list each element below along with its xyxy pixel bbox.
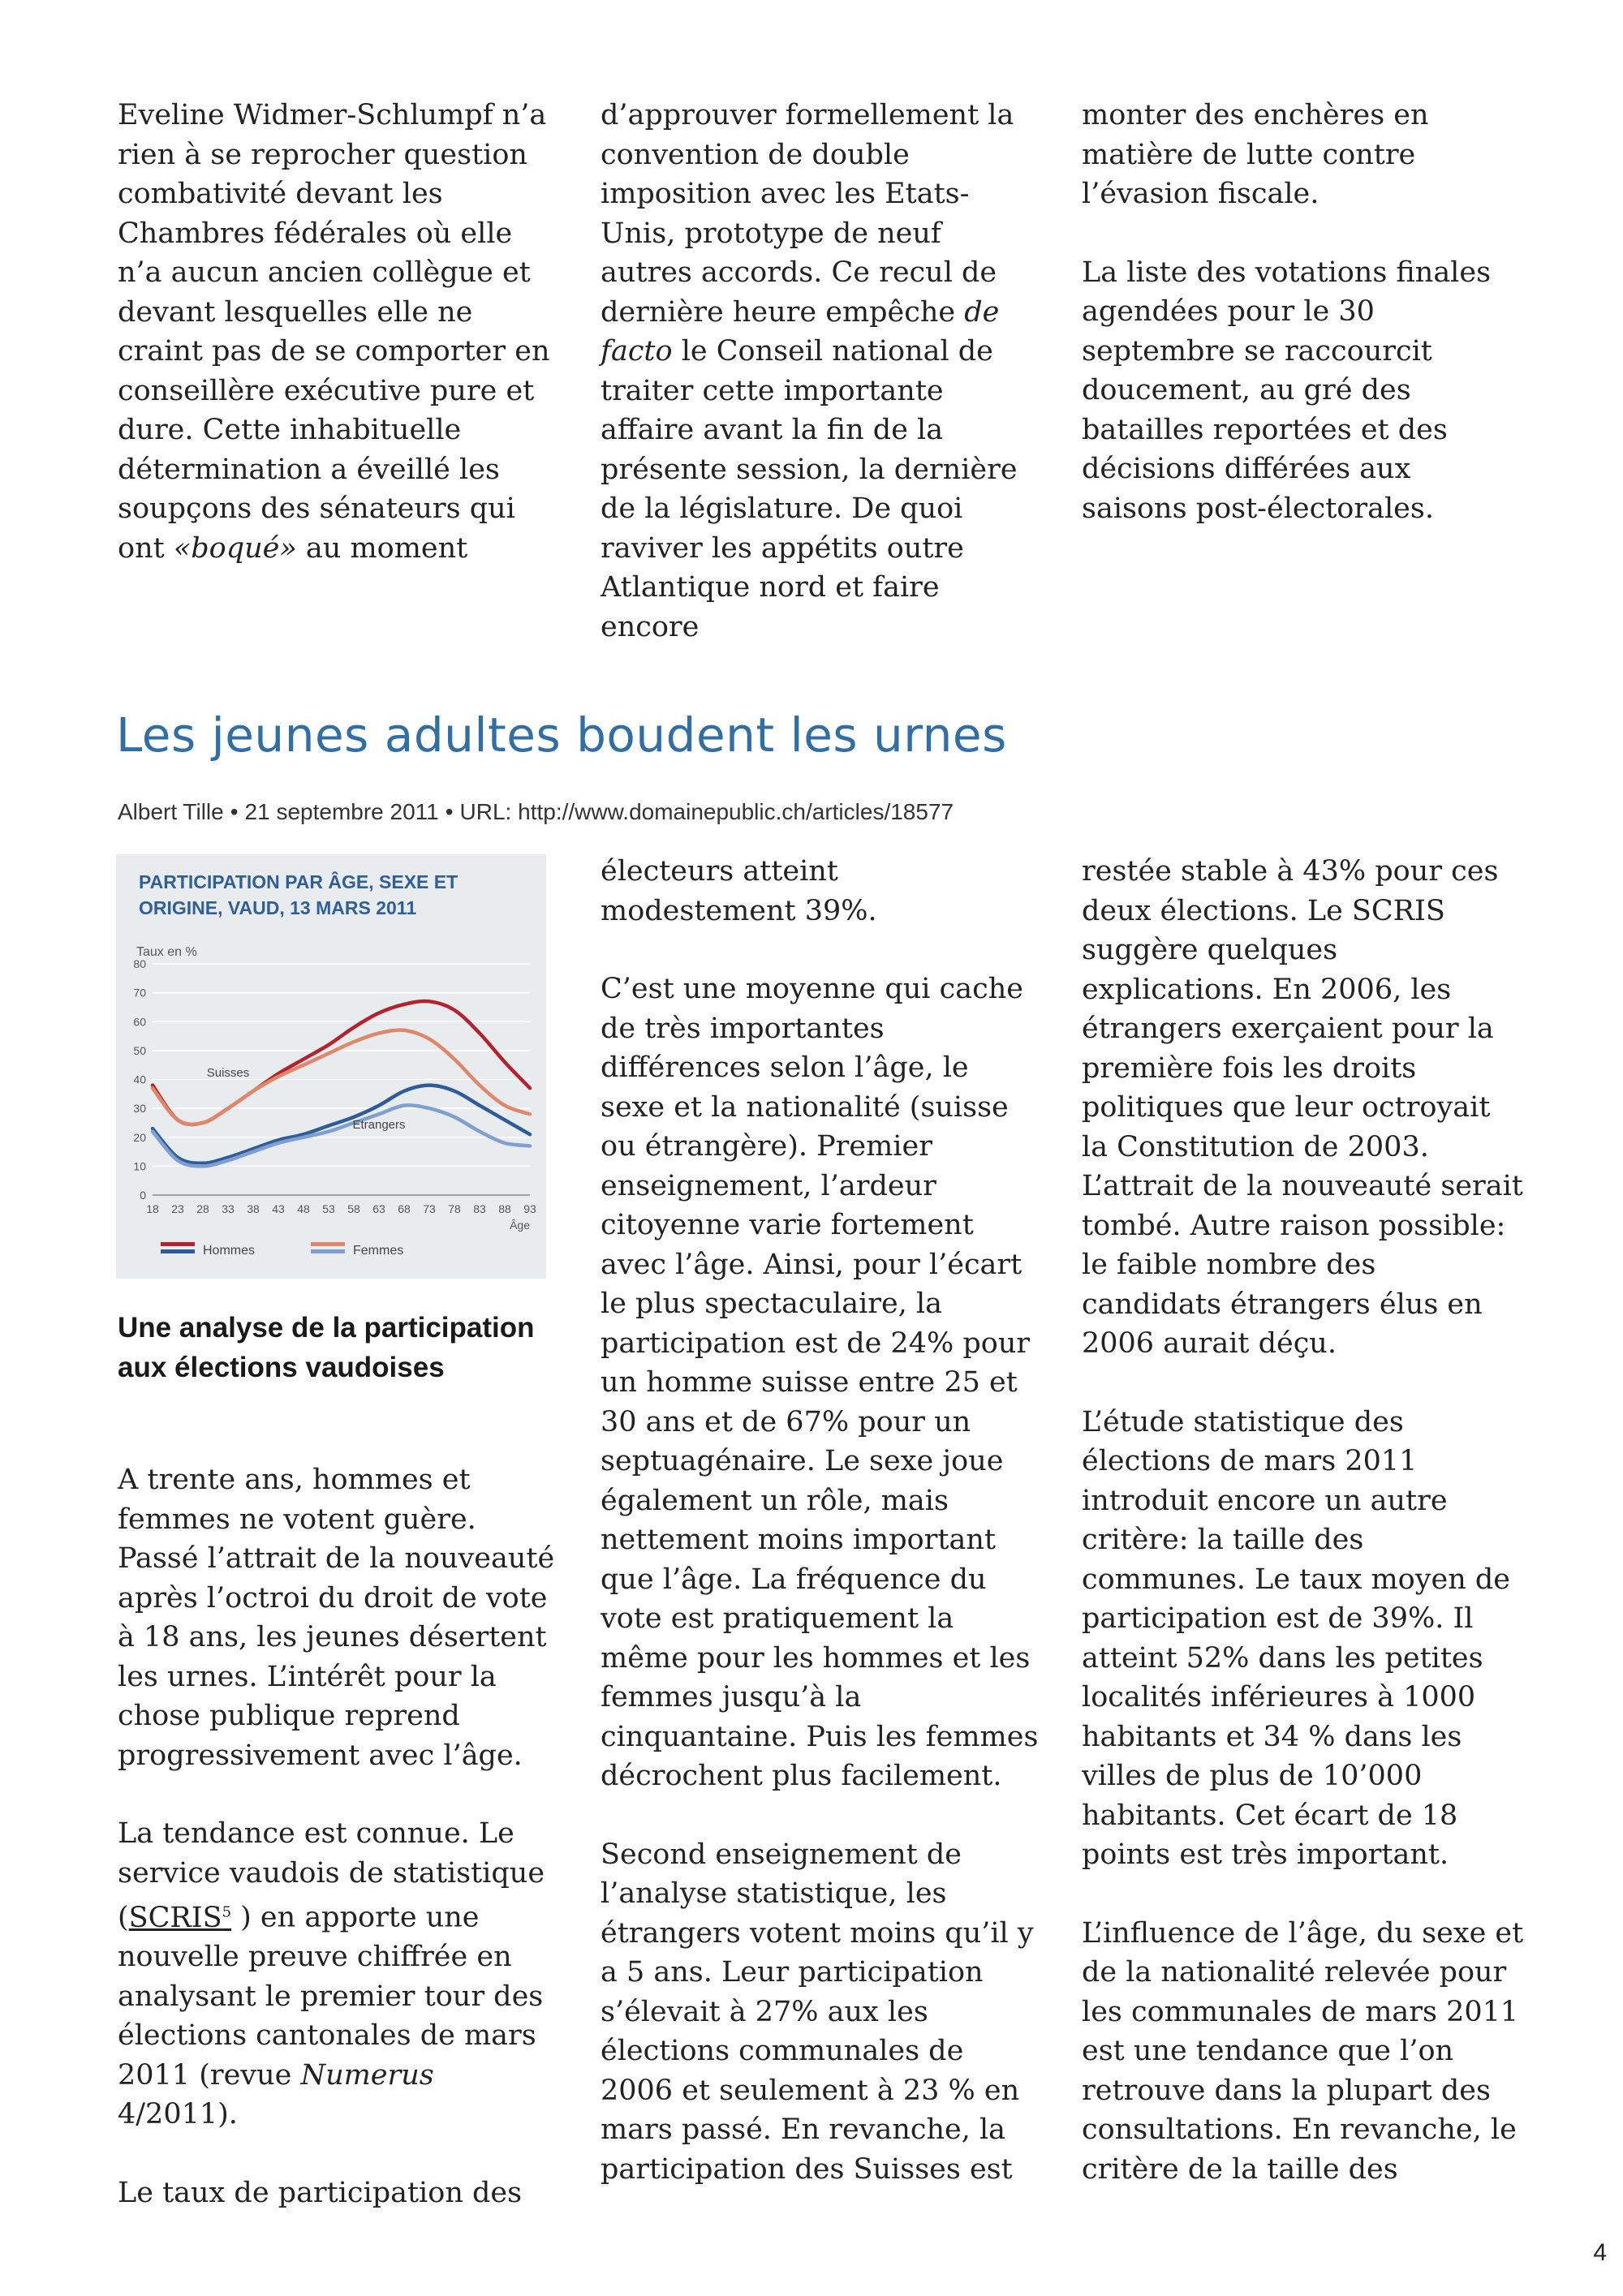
x-tick-label: 18	[146, 1202, 159, 1215]
x-tick-label: 93	[523, 1202, 536, 1215]
y-tick-label: 80	[133, 957, 146, 970]
top-col1-paragraph: Eveline Widmer-Schlumpf n’a rien à se reprocher question combativité devant les Chambres fédérales où elle n’a aucun ancien collègue et devant lesquelles elle ne craint pas de se comporter en conseillère exécutive pure et dure. Cette inhabituelle détermination a éveillé les soupçons des sénateurs qui ont «boqué» au moment	[118, 99, 550, 565]
article-paragraph: restée stable à 43% pour ces deux élections. Le SCRIS suggère quelques explications. En 2006, les étrangers exerçaient pour la première fois les droits politiques que leur octroyait la Constitution de 2003. L’attrait de la nouveauté serait tombé. Autre raison possible: le faible nombre des candidats étrangers élus en 2006 aurait déçu.	[1082, 855, 1523, 1360]
legend-swatch	[161, 1242, 195, 1246]
legend-swatch	[311, 1249, 345, 1253]
article-title: Les jeunes adultes boudent les urnes	[116, 707, 1007, 763]
y-tick-label: 0	[140, 1189, 146, 1202]
article-paragraph: Le taux de participation des	[118, 2176, 523, 2209]
y-tick-label: 50	[133, 1043, 146, 1057]
x-tick-label: 28	[196, 1202, 209, 1215]
y-tick-label: 40	[133, 1073, 146, 1086]
legend-label: Hommes	[203, 1244, 256, 1258]
x-tick-label: 73	[423, 1202, 436, 1215]
x-tick-label: 48	[297, 1202, 310, 1215]
x-axis-label: Âge	[510, 1219, 530, 1232]
series-line-etrangers-femmes	[153, 1105, 530, 1166]
x-tick-label: 63	[372, 1202, 385, 1215]
top-column-2	[601, 96, 1039, 647]
legend-label: Femmes	[353, 1244, 404, 1258]
article-paragraph: Second enseignement de l’analyse statistique, les étrangers votent moins qu’il y a 5 ans. Leur participation s’élevait à 27% aux les élections communales de 2006 et seulement à 23 % en mars passé. En revanche, la participation des Suisses est	[601, 1838, 1034, 2186]
x-tick-label: 83	[473, 1202, 486, 1215]
url-label: URL:	[459, 799, 512, 824]
article-paragraph: La tendance est connue. Le service vaudois de statistique (SCRIS$^5$ ) en apporte une nouvelle preuve chiffrée en analysant le premier tour des élections cantonales de mars 2011 (revue Numerus 4/2011).	[118, 1817, 545, 2131]
series-line-etrangers-hommes	[153, 1086, 530, 1163]
y-tick-label: 30	[133, 1102, 146, 1116]
annotation-suisses: Suisses	[206, 1065, 250, 1080]
footnote-ref[interactable]: 5	[222, 1903, 232, 1920]
x-tick-label: 23	[171, 1202, 184, 1215]
article-paragraph: L’étude statistique des élections de mars 2011 introduit encore un autre critère: la taille des communes. Le taux moyen de participation est de 39%. Il atteint 52% dans les petites localités inférieures à 1000 habitants et 34 % dans les villes de plus de 10’000 habitants. Cet écart de 18 points est très important.	[1082, 1405, 1511, 1871]
article-date: 21 septembre 2011	[244, 799, 439, 824]
x-tick-label: 68	[398, 1202, 411, 1215]
article-paragraph: électeurs atteint modestement 39%.	[601, 855, 877, 927]
article-column-3	[1082, 852, 1524, 2189]
y-tick-label: 20	[133, 1130, 146, 1144]
article-paragraph: A trente ans, hommes et femmes ne votent guère. Passé l’attrait de la nouveauté après l’octroi du droit de vote à 18 ans, les jeunes désertent les urnes. L’intérêt pour la chose publique reprend progressivement avec l’âge.	[118, 1464, 555, 1772]
x-tick-label: 38	[247, 1202, 260, 1215]
article-url[interactable]: http://www.domainepublic.ch/articles/18577	[518, 799, 954, 824]
series-line-suisses-hommes	[153, 1001, 530, 1124]
scris-link[interactable]: SCRIS$^5$	[128, 1901, 232, 1934]
author: Albert Tille	[118, 799, 224, 824]
top-col3-paragraph-2: La liste des votations finales agendées pour le 30 septembre se raccourcit doucement, au gré des batailles reportées et des décisions différées aux saisons post-électorales.	[1082, 256, 1492, 525]
chart-title-line-1: PARTICIPATION PAR ÂGE, SEXE ET	[139, 871, 458, 892]
page-number: 4	[1593, 2239, 1607, 2266]
top-col2-paragraph: d’approuver formellement la convention de double imposition avec les Etats-Unis, prototype de neuf autres accords. Ce recul de dernière heure empêche de facto le Conseil national de traiter cette importante affaire avant la fin de la présente session, la dernière de la législature. De quoi raviver les appétits outre Atlantique nord et faire encore	[601, 99, 1018, 643]
participation-chart	[116, 854, 546, 1279]
chart-title-line-2: ORIGINE, VAUD, 13 MARS 2011	[139, 897, 417, 918]
annotation-etrangers: Etrangers	[352, 1118, 406, 1133]
article-paragraph: L’influence de l’âge, du sexe et de la nationalité relevée pour les communales de mars 2011 est une tendance que l’on retrouve dans la plupart des consultations. En revanche, le critère de la taille des	[1082, 1916, 1524, 2186]
top-column-3	[1082, 96, 1524, 528]
x-tick-label: 78	[448, 1202, 461, 1215]
article-column-1	[118, 1460, 556, 2212]
y-tick-label: 10	[133, 1159, 146, 1173]
y-tick-label: 70	[133, 986, 146, 1000]
x-tick-label: 43	[272, 1202, 285, 1215]
article-subheading: Une analyse de la participation aux élections vaudoises	[118, 1312, 535, 1383]
top-col3-paragraph-1: monter des enchères en matière de lutte contre l’évasion fiscale.	[1082, 99, 1429, 210]
x-tick-label: 58	[347, 1202, 360, 1215]
y-axis-label: Taux en %	[136, 945, 197, 959]
legend-swatch	[161, 1249, 195, 1253]
x-tick-label: 88	[498, 1202, 511, 1215]
article-paragraph: C’est une moyenne qui cache de très importantes différences selon l’âge, le sexe et la nationalité (suisse ou étrangère). Premier enseignement, l’ardeur citoyenne varie fortement avec l’âge. Ainsi, pour l’écart le plus spectaculaire, la participation est de 24% pour un homme suisse entre 25 et 30 ans et de 67% pour un septuagénaire. Le sexe joue également un rôle, mais nettement moins important que l’âge. La fréquence du vote est pratiquement la même pour les hommes et les femmes jusqu’à la cinquantaine. Puis les femmes décrochent plus facilement.	[601, 973, 1039, 1792]
article-column-2	[601, 852, 1039, 2189]
x-tick-label: 53	[322, 1202, 335, 1215]
legend-swatch	[311, 1242, 345, 1246]
byline: Albert Tille • 21 septembre 2011 • URL: http://www.domainepublic.ch/articles/18577	[118, 799, 954, 824]
chart-svg	[116, 854, 546, 1279]
top-column-1	[118, 96, 556, 568]
x-tick-label: 33	[222, 1202, 235, 1215]
y-tick-label: 60	[133, 1015, 146, 1029]
